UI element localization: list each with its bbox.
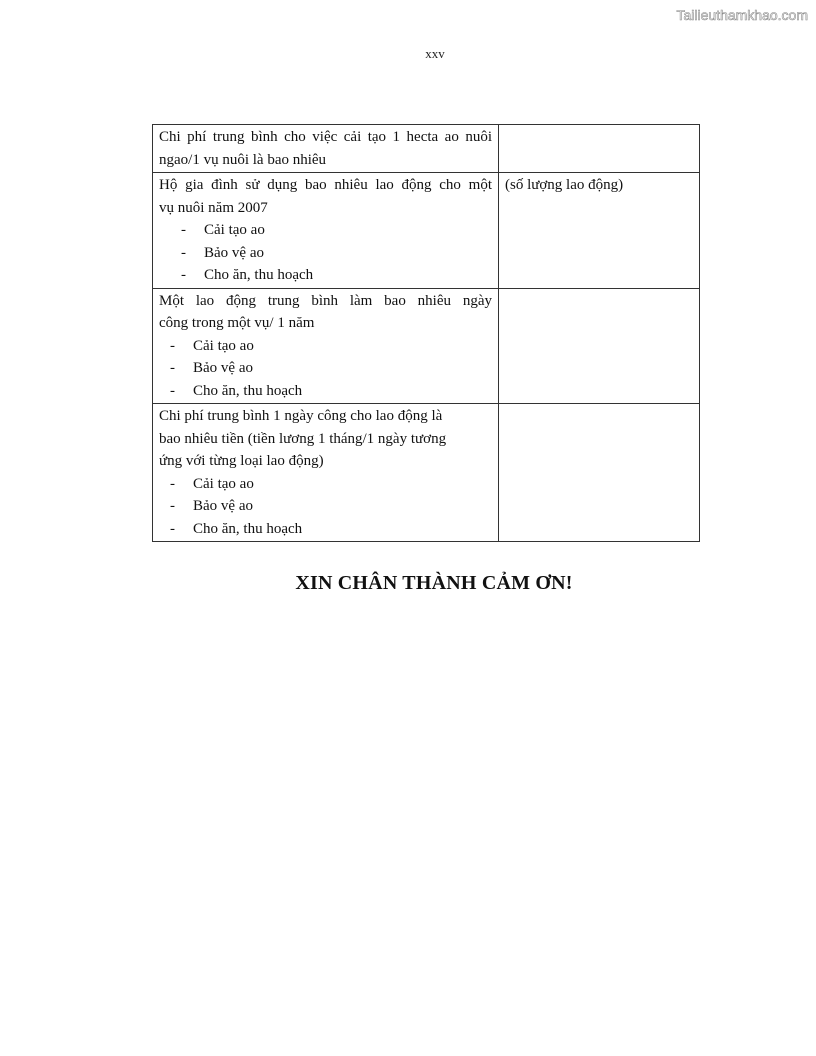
dash-bullet: -	[170, 520, 175, 537]
answer-cell[interactable]	[499, 125, 700, 173]
question-line: Một lao động trung bình làm bao nhiêu ngày	[159, 292, 492, 309]
closing-thanks: XIN CHÂN THÀNH CẢM ƠN!	[295, 572, 573, 594]
dash-bullet: -	[181, 244, 186, 261]
page-number: xxv	[425, 46, 445, 61]
table-row	[153, 173, 700, 289]
list-item	[159, 357, 492, 380]
table-row	[153, 288, 700, 404]
watermark: Tailieuthamkhao.com	[676, 7, 808, 23]
list-item	[159, 264, 492, 287]
list-item-label: Cho ăn, thu hoạch	[193, 520, 303, 537]
question-cell	[153, 173, 499, 289]
list-item-label: Cho ăn, thu hoạch	[193, 382, 303, 399]
dash-bullet: -	[181, 222, 186, 238]
answer-cell[interactable]	[499, 404, 700, 542]
question-line: công trong một vụ/ 1 năm	[159, 315, 315, 331]
question-line: Hộ gia đình sử dụng bao nhiêu lao động cho một	[159, 177, 492, 193]
question-cell	[153, 288, 499, 404]
question-line: bao nhiêu tiền (tiền lương 1 tháng/1 ngày tương	[159, 430, 447, 447]
list-item	[159, 518, 492, 541]
dash-bullet: -	[170, 337, 175, 354]
list-item	[159, 380, 492, 403]
answer-cell[interactable]: (số lượng lao động)	[499, 173, 700, 289]
question-cell	[153, 125, 499, 173]
list-item-label: Cho ăn, thu hoạch	[204, 267, 314, 283]
list-item-label: Bảo vệ ao	[204, 244, 264, 261]
question-line: vụ nuôi năm 2007	[159, 199, 268, 216]
list-item-label: Cải tạo ao	[204, 222, 265, 238]
survey-table	[152, 124, 700, 542]
question-cell	[153, 404, 499, 542]
dash-bullet: -	[170, 498, 175, 514]
list-item-label: Bảo vệ ao	[193, 360, 253, 376]
question-line: ngao/1 vụ nuôi là bao nhiêu	[159, 151, 327, 168]
list-item	[159, 335, 492, 358]
list-item-label: Cải tạo ao	[193, 475, 254, 492]
question-line: Chi phí trung bình cho việc cải tạo 1 hecta ao nuôi	[159, 129, 492, 145]
list-item-label: Cải tạo ao	[193, 337, 254, 354]
answer-cell[interactable]	[499, 288, 700, 404]
table-row	[153, 404, 700, 542]
dash-bullet: -	[181, 267, 186, 283]
list-item-label: Bảo vệ ao	[193, 498, 253, 514]
question-line: ứng với từng loại lao động)	[159, 453, 324, 469]
list-item	[159, 495, 492, 518]
list-item	[159, 473, 492, 496]
table-row	[153, 125, 700, 173]
list-item	[159, 219, 492, 242]
dash-bullet: -	[170, 475, 175, 492]
list-item	[159, 242, 492, 265]
dash-bullet: -	[170, 360, 175, 376]
dash-bullet: -	[170, 382, 175, 399]
question-line: Chi phí trung bình 1 ngày công cho lao động là	[159, 408, 443, 424]
